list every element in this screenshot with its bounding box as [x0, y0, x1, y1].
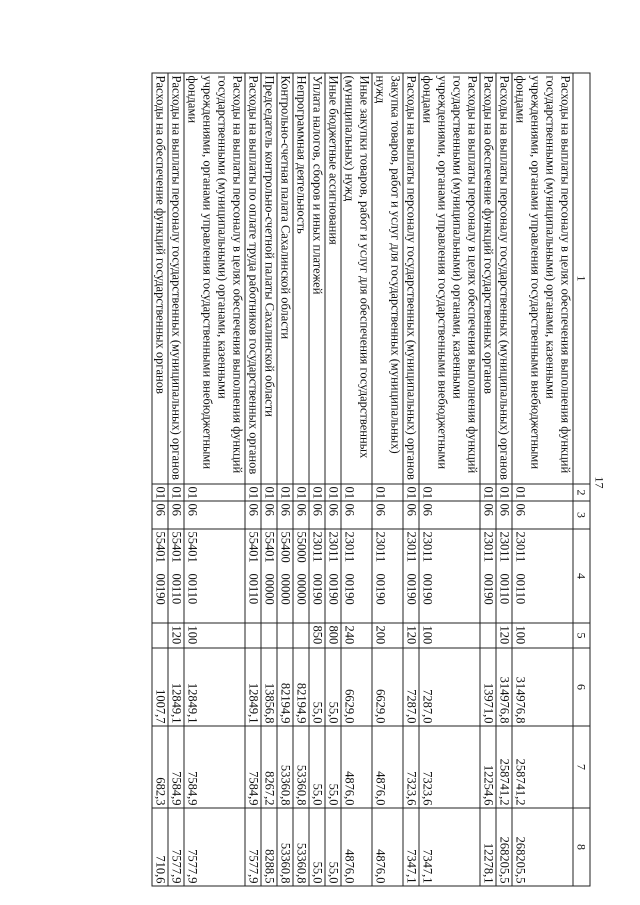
target-program-code: 23011: [310, 531, 324, 562]
amount-col8: 7577,9: [168, 808, 184, 886]
target-direction-code: 00190: [373, 573, 387, 605]
amount-col8: 4876,0: [372, 808, 403, 886]
expense-type-code: 120: [496, 623, 512, 648]
expense-type-code: 120: [168, 623, 184, 648]
amount-col6: 82194,9: [277, 648, 293, 726]
target-direction-code: 00110: [513, 573, 527, 604]
amount-col6: 12849,1: [245, 648, 261, 726]
section-code: 01: [277, 484, 293, 501]
target-article-code: [168, 529, 184, 623]
amount-col7: 258741,2: [496, 726, 512, 808]
expense-type-code: [293, 623, 309, 648]
amount-col6: 7287,0: [419, 648, 480, 726]
target-direction-code: 00190: [153, 573, 167, 605]
amount-col7: 8267,2: [261, 726, 277, 808]
amount-col6: 13971,0: [480, 648, 496, 726]
target-program-code: 55000: [294, 531, 308, 563]
target-program-code: 23011: [373, 531, 387, 562]
amount-col6: 12849,1: [168, 648, 184, 726]
amount-col6: 314976,8: [496, 648, 512, 726]
amount-col7: 7584,9: [245, 726, 261, 808]
subsection-code: 06: [293, 501, 309, 529]
amount-col8: 7347,1: [419, 808, 480, 886]
expense-type-code: [277, 623, 293, 648]
target-article-code: [403, 529, 419, 623]
amount-col6: 55,0: [325, 648, 341, 726]
target-program-code: 23011: [497, 531, 511, 562]
amount-col6: 13856,8: [261, 648, 277, 726]
expense-type-code: 100: [184, 623, 245, 648]
target-program-code: 55401: [246, 531, 260, 563]
expense-name: Расходы на выплаты персоналу государственных (муниципальных) органов: [168, 73, 184, 484]
expense-name: Председатель контрольно-счетной палаты Сахалинской области: [261, 73, 277, 484]
expense-name: Иные бюджетные ассигнования: [325, 73, 341, 484]
amount-col7: 7584,9: [168, 726, 184, 808]
target-program-code: 23011: [326, 531, 340, 562]
expense-name: Иные закупки товаров, работ и услуг для обеспечения государственных (муниципальных) нужд: [341, 73, 372, 484]
section-code: 01: [512, 484, 573, 501]
section-code: 01: [293, 484, 309, 501]
target-direction-code: 00000: [278, 573, 292, 605]
expense-name: Расходы на выплаты по оплате труда работников государственных органов: [245, 73, 261, 484]
table-row: [341, 73, 372, 886]
amount-col8: 7347,1: [403, 808, 419, 886]
subsection-code: 06: [419, 501, 480, 529]
amount-col7: 53360,8: [293, 726, 309, 808]
table-row: [168, 73, 184, 886]
amount-col7: 7323,6: [419, 726, 480, 808]
amount-col7: 4876,0: [372, 726, 403, 808]
rotated-budget-table-page: [88, 72, 606, 885]
expense-type-code: 240: [341, 623, 372, 648]
amount-col7: 4876,0: [341, 726, 372, 808]
budget-table: [151, 72, 590, 886]
section-code: 01: [341, 484, 372, 501]
target-article-code: [152, 529, 168, 623]
target-article-code: [325, 529, 341, 623]
subsection-code: 06: [168, 501, 184, 529]
section-code: 01: [309, 484, 325, 501]
target-direction-code: 00190: [342, 573, 356, 605]
section-code: 01: [325, 484, 341, 501]
section-code: 01: [480, 484, 496, 501]
subsection-code: 06: [309, 501, 325, 529]
subsection-code: 06: [261, 501, 277, 529]
target-article-code: [480, 529, 496, 623]
amount-col6: 82194,9: [293, 648, 309, 726]
amount-col7: 7584,9: [184, 726, 245, 808]
expense-name: Непрограммная деятельность: [293, 73, 309, 484]
column-number-row: [573, 73, 590, 886]
table-row: [309, 73, 325, 886]
expense-name: Расходы на обеспечение функций государственных органов: [480, 73, 496, 484]
amount-col8: 55,0: [309, 808, 325, 886]
amount-col8: 4876,0: [341, 808, 372, 886]
table-row: [496, 73, 512, 886]
section-code: 01: [261, 484, 277, 501]
target-direction-code: 00190: [310, 573, 324, 605]
target-program-code: 23011: [420, 531, 434, 562]
target-article-code: [184, 529, 245, 623]
amount-col8: 53360,8: [293, 808, 309, 886]
subsection-code: 06: [512, 501, 573, 529]
section-code: 01: [419, 484, 480, 501]
target-direction-code: 00110: [169, 573, 183, 604]
subsection-code: 06: [277, 501, 293, 529]
expense-name: Расходы на выплаты персоналу в целях обеспечения выполнения функций государственными (муниципальными) органами, казенными учреждениями, органами управления государственными внебюджетными фондами: [419, 73, 480, 484]
amount-col8: 55,0: [325, 808, 341, 886]
expense-type-code: 120: [403, 623, 419, 648]
expense-type-code: [245, 623, 261, 648]
expense-name: Уплата налогов, сборов и иных платежей: [309, 73, 325, 484]
expense-type-code: [480, 623, 496, 648]
target-article-code: [245, 529, 261, 623]
amount-col6: 6629,0: [341, 648, 372, 726]
amount-col7: 55,0: [309, 726, 325, 808]
target-program-code: 23011: [513, 531, 527, 562]
table-row: [245, 73, 261, 886]
amount-col7: 55,0: [325, 726, 341, 808]
target-direction-code: 00110: [497, 573, 511, 604]
expense-name: Закупка товаров, работ и услуг для государственных (муниципальных) нужд: [372, 73, 403, 484]
amount-col6: 55,0: [309, 648, 325, 726]
expense-type-code: 200: [372, 623, 403, 648]
target-direction-code: 00190: [404, 573, 418, 605]
expense-name: Расходы на обеспечение функций государственных органов: [152, 73, 168, 484]
target-program-code: 23011: [404, 531, 418, 562]
subsection-code: 06: [245, 501, 261, 529]
expense-name: Расходы на выплаты персоналу государственных (муниципальных) органов: [496, 73, 512, 484]
subsection-code: 06: [403, 501, 419, 529]
target-program-code: 55401: [185, 531, 199, 563]
target-article-code: [496, 529, 512, 623]
column-number: 2: [573, 484, 590, 501]
expense-name: Расходы на выплаты персоналу в целях обеспечения выполнения функций государственными (муниципальными) органами, казенными учреждениями, органами управления государственными внебюджетными фондами: [512, 73, 573, 484]
target-direction-code: 00190: [481, 573, 495, 605]
table-row: [325, 73, 341, 886]
subsection-code: 06: [480, 501, 496, 529]
target-article-code: [261, 529, 277, 623]
section-code: 01: [245, 484, 261, 501]
table-row: [403, 73, 419, 886]
target-article-code: [419, 529, 480, 623]
section-code: 01: [152, 484, 168, 501]
target-direction-code: 00190: [326, 573, 340, 605]
subsection-code: 06: [372, 501, 403, 529]
target-program-code: 55401: [262, 531, 276, 563]
amount-col6: 7287,0: [403, 648, 419, 726]
table-row: [293, 73, 309, 886]
column-number: 1: [573, 73, 590, 484]
table-row: [372, 73, 403, 886]
section-code: 01: [496, 484, 512, 501]
subsection-code: 06: [184, 501, 245, 529]
amount-col8: 7577,9: [245, 808, 261, 886]
amount-col8: 53360,8: [277, 808, 293, 886]
amount-col6: 12849,1: [184, 648, 245, 726]
amount-col8: 8288,5: [261, 808, 277, 886]
section-code: 01: [184, 484, 245, 501]
expense-name: Контрольно-счетная палата Сахалинской области: [277, 73, 293, 484]
target-program-code: 55401: [153, 531, 167, 563]
expense-type-code: 100: [419, 623, 480, 648]
target-direction-code: 00190: [420, 573, 434, 605]
target-article-code: [341, 529, 372, 623]
amount-col7: 53360,8: [277, 726, 293, 808]
column-number: 7: [573, 726, 590, 808]
table-row: [512, 73, 573, 886]
target-article-code: [512, 529, 573, 623]
amount-col6: 314976,8: [512, 648, 573, 726]
subsection-code: 06: [496, 501, 512, 529]
expense-type-code: [261, 623, 277, 648]
column-number: 6: [573, 648, 590, 726]
table-row: [152, 73, 168, 886]
amount-col8: 268205,5: [512, 808, 573, 886]
table-row: [184, 73, 245, 886]
amount-col6: 1007,7: [152, 648, 168, 726]
column-number: 8: [573, 808, 590, 886]
target-program-code: 23011: [481, 531, 495, 562]
column-number: 5: [573, 623, 590, 648]
expense-type-code: [152, 623, 168, 648]
amount-col8: 7577,9: [184, 808, 245, 886]
expense-type-code: 800: [325, 623, 341, 648]
amount-col7: 258741,2: [512, 726, 573, 808]
target-article-code: [277, 529, 293, 623]
target-direction-code: 00110: [185, 573, 199, 604]
amount-col6: 6629,0: [372, 648, 403, 726]
expense-name: Расходы на выплаты персоналу в целях обеспечения выполнения функций государственными (муниципальными) органами, казенными учреждениями, органами управления государственными внебюджетными фондами: [184, 73, 245, 484]
target-program-code: 55400: [278, 531, 292, 563]
amount-col8: 268205,5: [496, 808, 512, 886]
subsection-code: 06: [325, 501, 341, 529]
expense-type-code: 100: [512, 623, 573, 648]
target-direction-code: 00110: [246, 573, 260, 604]
target-direction-code: 00000: [262, 573, 276, 605]
target-direction-code: 00000: [294, 573, 308, 605]
page-number: 17: [592, 476, 606, 488]
target-article-code: [309, 529, 325, 623]
table-row: [480, 73, 496, 886]
subsection-code: 06: [341, 501, 372, 529]
column-number: 4: [573, 529, 590, 623]
column-number: 3: [573, 501, 590, 529]
amount-col8: 12278,1: [480, 808, 496, 886]
target-program-code: 23011: [342, 531, 356, 562]
table-row: [277, 73, 293, 886]
expense-type-code: 850: [309, 623, 325, 648]
section-code: 01: [403, 484, 419, 501]
amount-col7: 7323,6: [403, 726, 419, 808]
section-code: 01: [168, 484, 184, 501]
amount-col8: 710,6: [152, 808, 168, 886]
table-row: [261, 73, 277, 886]
table-row: [419, 73, 480, 886]
target-article-code: [293, 529, 309, 623]
expense-name: Расходы на выплаты персоналу государственных (муниципальных) органов: [403, 73, 419, 484]
target-article-code: [372, 529, 403, 623]
target-program-code: 55401: [169, 531, 183, 563]
amount-col7: 682,3: [152, 726, 168, 808]
section-code: 01: [372, 484, 403, 501]
subsection-code: 06: [152, 501, 168, 529]
amount-col7: 12254,6: [480, 726, 496, 808]
